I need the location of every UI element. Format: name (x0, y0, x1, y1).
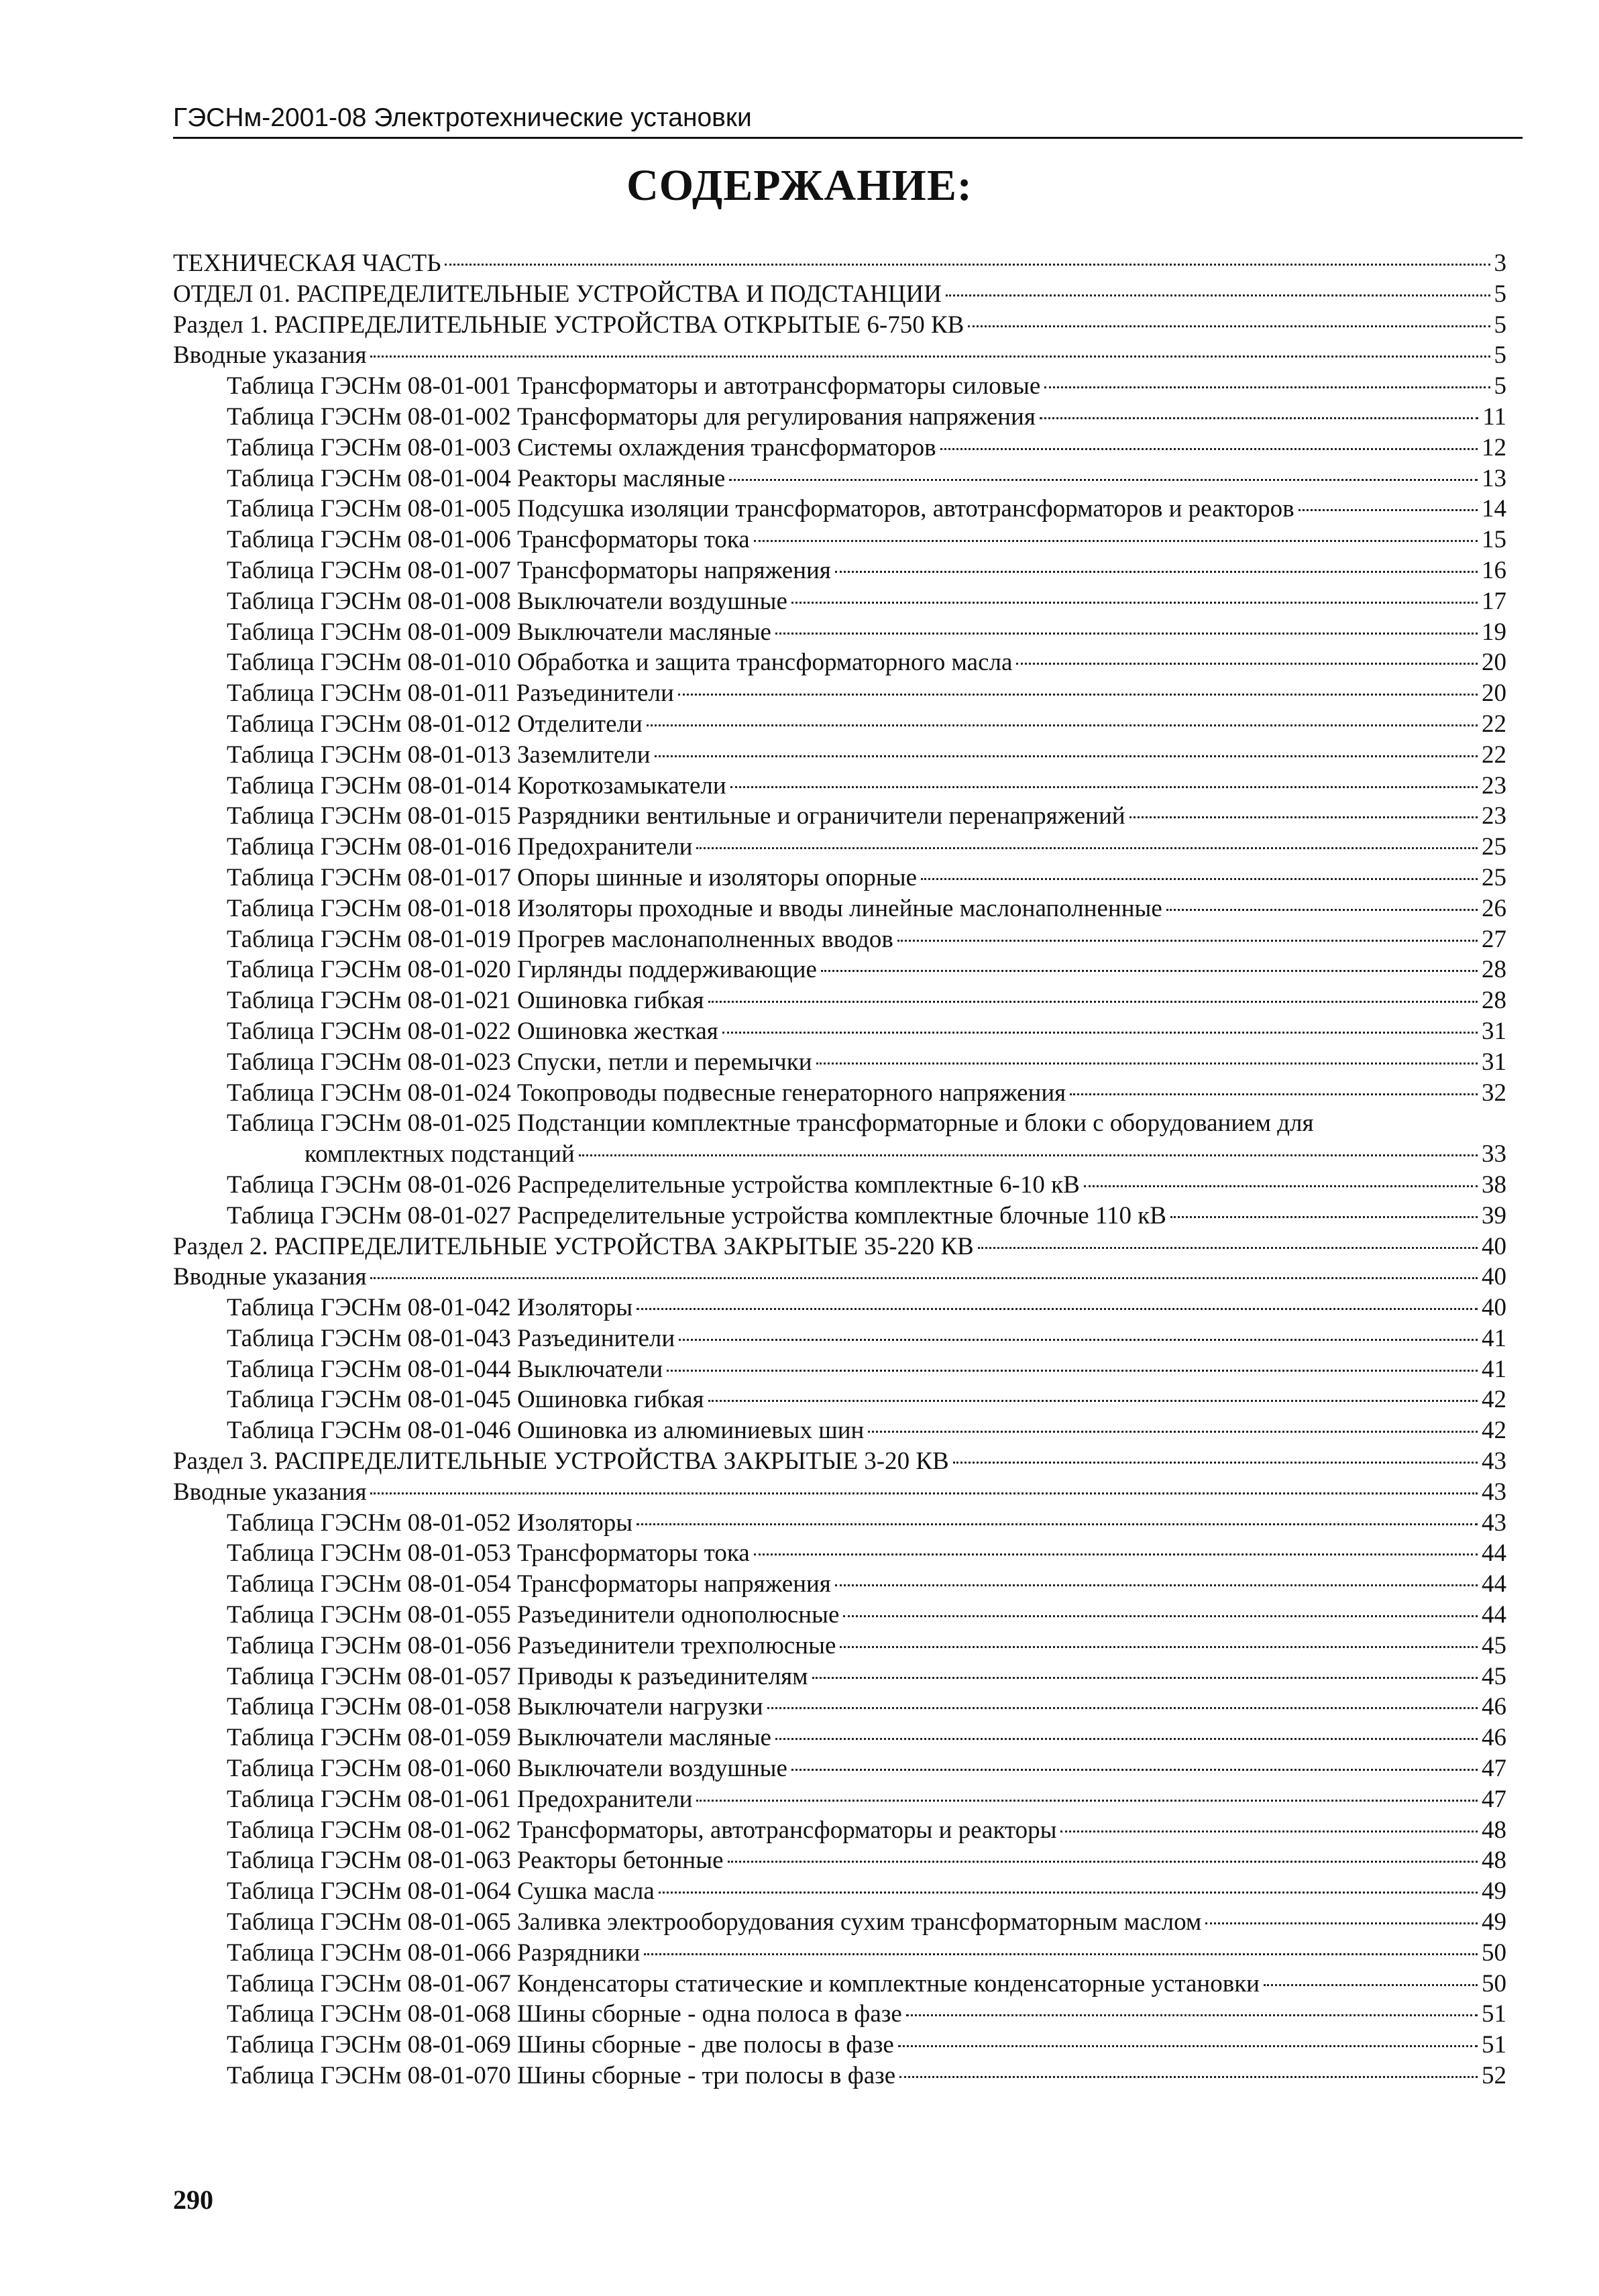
toc-entry (173, 1969, 1506, 2000)
toc-entry (173, 771, 1506, 802)
toc-entry (173, 832, 1506, 863)
toc-entry (173, 555, 1506, 586)
dot-leader (940, 448, 1478, 450)
toc-entry (173, 1999, 1506, 2030)
dot-leader (906, 2014, 1478, 2016)
toc-entry-label: ТЕХНИЧЕСКАЯ ЧАСТЬ (173, 250, 441, 277)
toc-entry-page: 50 (1482, 1969, 1506, 1998)
toc-entry (173, 893, 1506, 924)
dot-leader (647, 724, 1478, 726)
toc-entry-page: 5 (1494, 280, 1506, 308)
toc-entry-label: Таблица ГЭСНм 08-01-058 Выключатели нагрузки (227, 1693, 763, 1721)
toc-entry-page: 43 (1482, 1509, 1506, 1537)
toc-entry-label: Таблица ГЭСНм 08-01-022 Ошиновка жесткая (227, 1017, 718, 1045)
toc-entry-label: Таблица ГЭСНм 08-01-060 Выключатели воздушные (227, 1755, 787, 1783)
toc-entry-page: 33 (1482, 1140, 1506, 1168)
toc-entry-page: 45 (1482, 1662, 1506, 1690)
dot-leader (370, 1277, 1478, 1279)
toc-entry (173, 985, 1506, 1016)
toc-entry (173, 1262, 1506, 1293)
toc-entry (173, 1723, 1506, 1753)
dot-leader (722, 1032, 1478, 1034)
toc-entry-page: 31 (1482, 1017, 1506, 1045)
toc-entry-label: Таблица ГЭСНм 08-01-002 Трансформаторы для регулирования напряжения (227, 402, 1036, 431)
dot-leader (667, 1370, 1478, 1372)
dot-leader (708, 1400, 1478, 1402)
dot-leader (767, 1707, 1478, 1709)
toc-entry (173, 1323, 1506, 1354)
dot-leader (370, 356, 1490, 358)
dot-leader (678, 694, 1478, 696)
toc-entry (173, 1047, 1506, 1078)
toc-entry-page: 28 (1482, 987, 1506, 1015)
toc-entry-label: Таблица ГЭСНм 08-01-056 Разъединители трехполюсные (227, 1631, 836, 1659)
toc-entry (173, 678, 1506, 709)
toc-entry (173, 2030, 1506, 2061)
toc-entry-label: Таблица ГЭСНм 08-01-011 Разъединители (227, 679, 674, 708)
toc-entry-label: Таблица ГЭСНм 08-01-063 Реакторы бетонные (227, 1847, 724, 1875)
toc-entry-page: 49 (1482, 1908, 1506, 1936)
dot-leader (816, 1062, 1478, 1064)
dot-leader (655, 755, 1478, 757)
toc-entry-label: Таблица ГЭСНм 08-01-015 Разрядники вентильные и ограничители перенапряжений (227, 802, 1125, 830)
toc-entry-page: 5 (1494, 341, 1506, 370)
toc-entry-label: Таблица ГЭСНм 08-01-017 Опоры шинные и изоляторы опорные (227, 863, 917, 891)
dot-leader (791, 1769, 1478, 1771)
toc-entry-label: Таблица ГЭСНм 08-01-024 Токопроводы подвесные генераторного напряжения (227, 1079, 1066, 1107)
toc-entry-label: Раздел 3. РАСПРЕДЕЛИТЕЛЬНЫЕ УСТРОЙСТВА ЗАКРЫТЫЕ 3-20 КВ (173, 1447, 949, 1476)
toc-entry-label: Таблица ГЭСНм 08-01-064 Сушка масла (227, 1877, 655, 1906)
toc-entry-label: Таблица ГЭСНм 08-01-027 Распределительные устройства комплектные блочные 110 кВ (227, 1201, 1166, 1229)
toc-entry (173, 801, 1506, 832)
toc-entry-label: Таблица ГЭСНм 08-01-065 Заливка электрооборудования сухим трансформаторным маслом (227, 1908, 1202, 1936)
toc-entry (173, 1631, 1506, 1661)
dot-leader (370, 1492, 1478, 1494)
toc-entry-label: Таблица ГЭСНм 08-01-055 Разъединители однополюсные (227, 1601, 840, 1629)
toc-entry-page: 17 (1482, 587, 1506, 615)
toc-entry-page: 52 (1482, 2062, 1506, 2090)
dot-leader (775, 633, 1478, 635)
toc-entry-label: Таблица ГЭСНм 08-01-046 Ошиновка из алюминиевых шин (227, 1417, 865, 1445)
toc-entry (173, 1201, 1506, 1232)
dot-leader (1070, 1093, 1478, 1095)
toc-entry-label: Таблица ГЭСНм 08-01-019 Прогрев маслонаполненных вводов (227, 925, 893, 953)
page-title: СОДЕРЖАНИЕ: (626, 161, 973, 210)
toc-entry-page: 50 (1482, 1938, 1506, 1967)
toc-entry-page: 46 (1482, 1724, 1506, 1752)
toc-entry-page: 25 (1482, 833, 1506, 861)
dot-leader (897, 940, 1478, 942)
dot-leader (868, 1431, 1478, 1433)
toc-entry-page: 22 (1482, 710, 1506, 738)
toc-entry (173, 954, 1506, 985)
toc-entry (173, 709, 1506, 740)
toc-entry-label: Таблица ГЭСНм 08-01-070 Шины сборные - три полосы в фазе (227, 2062, 896, 2090)
dot-leader (445, 264, 1490, 266)
toc-entry-label: Таблица ГЭСНм 08-01-007 Трансформаторы напряжения (227, 556, 831, 584)
toc-entry-page: 11 (1482, 402, 1506, 431)
toc-entry (173, 1753, 1506, 1784)
toc-entry (173, 1078, 1506, 1109)
toc-entry-page: 31 (1482, 1048, 1506, 1076)
toc-entry-page: 41 (1482, 1324, 1506, 1352)
toc-entry-continuation (173, 1139, 1506, 1170)
toc-entry-label: Таблица ГЭСНм 08-01-057 Приводы к разъединителям (227, 1662, 808, 1690)
toc-entry-page: 43 (1482, 1478, 1506, 1506)
toc-entry (173, 248, 1506, 279)
toc-entry-page: 47 (1482, 1755, 1506, 1783)
toc-entry-page: 5 (1494, 372, 1506, 400)
dot-leader (1060, 1830, 1478, 1833)
toc-entry (173, 863, 1506, 893)
dot-leader (729, 479, 1478, 481)
toc-entry-page: 44 (1482, 1539, 1506, 1568)
toc-entry (173, 1415, 1506, 1446)
dot-leader (978, 1247, 1478, 1249)
toc-entry-label: Таблица ГЭСНм 08-01-066 Разрядники (227, 1938, 641, 1967)
toc-entry-label-continuation: комплектных подстанций (305, 1140, 575, 1168)
toc-entry (173, 1538, 1506, 1569)
dot-leader (679, 1339, 1478, 1341)
toc-entry-page: 39 (1482, 1201, 1506, 1229)
toc-entry (173, 1508, 1506, 1539)
toc-entry-page: 40 (1482, 1294, 1506, 1322)
toc-entry (173, 1384, 1506, 1415)
toc-entry-label: Таблица ГЭСНм 08-01-043 Разъединители (227, 1324, 675, 1352)
toc-entry-label: Таблица ГЭСНм 08-01-010 Обработка и защита трансформаторного масла (227, 649, 1013, 677)
toc-entry (173, 494, 1506, 525)
toc-entry-page: 19 (1482, 618, 1506, 646)
toc-entry-page: 20 (1482, 679, 1506, 708)
dot-leader (754, 1553, 1478, 1555)
dot-leader (696, 847, 1478, 849)
dot-leader (1129, 816, 1478, 818)
dot-leader (843, 1615, 1478, 1617)
toc-entry-label: Таблица ГЭСНм 08-01-004 Реакторы масляные (227, 464, 726, 492)
toc-entry-label: Таблица ГЭСНм 08-01-016 Предохранители (227, 833, 693, 861)
toc-entry-page: 43 (1482, 1447, 1506, 1476)
toc-entry-page: 3 (1494, 250, 1506, 277)
dot-leader (754, 540, 1478, 542)
toc-entry-label: ОТДЕЛ 01. РАСПРЕДЕЛИТЕЛЬНЫЕ УСТРОЙСТВА И ПОДСТАНЦИИ (173, 280, 942, 308)
toc-entry-page: 15 (1482, 526, 1506, 554)
toc-entry (173, 1354, 1506, 1385)
dot-leader (1299, 509, 1478, 511)
toc-entry-page: 51 (1482, 2031, 1506, 2059)
toc-entry (173, 1600, 1506, 1631)
toc-entry (173, 1845, 1506, 1876)
dot-leader (1205, 1922, 1478, 1924)
dot-leader (968, 325, 1490, 327)
toc-entry (173, 1815, 1506, 1846)
toc-entry-page: 40 (1482, 1232, 1506, 1260)
toc-entry-page: 41 (1482, 1355, 1506, 1383)
toc-entry (173, 279, 1506, 310)
toc-entry-page: 16 (1482, 556, 1506, 584)
dot-leader (899, 2076, 1478, 2078)
toc-entry-page: 27 (1482, 925, 1506, 953)
toc-entry-page: 38 (1482, 1170, 1506, 1199)
toc-entry-page: 26 (1482, 894, 1506, 922)
dot-leader (812, 1677, 1478, 1679)
toc-entry-label: Таблица ГЭСНм 08-01-044 Выключатели (227, 1355, 663, 1383)
toc-entry-label: Таблица ГЭСНм 08-01-042 Изоляторы (227, 1294, 633, 1322)
toc-entry-page: 48 (1482, 1816, 1506, 1844)
toc-entry-label: Таблица ГЭСНм 08-01-045 Ошиновка гибкая (227, 1386, 704, 1414)
toc-entry-page: 51 (1482, 2000, 1506, 2028)
toc-entry (173, 1170, 1506, 1201)
toc-entry-label: Раздел 1. РАСПРЕДЕЛИТЕЛЬНЫЕ УСТРОЙСТВА ОТКРЫТЫЕ 6-750 КВ (173, 311, 964, 339)
dot-leader (898, 2045, 1478, 2047)
dot-leader (1264, 1984, 1478, 1986)
dot-leader (1166, 909, 1478, 911)
toc-entry (173, 402, 1506, 433)
toc-entry (173, 740, 1506, 771)
toc-entry-label: Таблица ГЭСНм 08-01-020 Гирлянды поддерживающие (227, 956, 817, 984)
toc-entry-page: 42 (1482, 1417, 1506, 1445)
dot-leader (821, 970, 1478, 972)
toc-entry-label: Вводные указания (173, 1478, 367, 1506)
toc-entry-page: 46 (1482, 1693, 1506, 1721)
dot-leader (644, 1953, 1478, 1955)
toc-entry-page: 20 (1482, 649, 1506, 677)
dot-leader (637, 1308, 1478, 1310)
toc-entry (173, 525, 1506, 555)
toc-entry-label: Таблица ГЭСНм 08-01-001 Трансформаторы и автотрансформаторы силовые (227, 372, 1041, 400)
toc-entry-page: 13 (1482, 464, 1506, 492)
dot-leader (708, 1001, 1478, 1003)
dot-leader (1044, 386, 1490, 388)
dot-leader (953, 1462, 1478, 1464)
toc-entry-page: 42 (1482, 1386, 1506, 1414)
dot-leader (775, 1738, 1478, 1740)
toc-entry (173, 1016, 1506, 1047)
toc-entry-page: 44 (1482, 1570, 1506, 1598)
dot-leader (1170, 1216, 1478, 1218)
toc-entry-page: 23 (1482, 802, 1506, 830)
toc-entry-label: Таблица ГЭСНм 08-01-003 Системы охлаждения трансформаторов (227, 433, 936, 461)
toc-entry-label: Таблица ГЭСНм 08-01-023 Спуски, петли и перемычки (227, 1048, 812, 1076)
toc-entry-page: 22 (1482, 741, 1506, 769)
dot-leader (1084, 1185, 1478, 1187)
toc-entry-page: 47 (1482, 1785, 1506, 1813)
dot-leader (946, 294, 1490, 296)
toc-entry (173, 1108, 1506, 1139)
table-of-contents (173, 248, 1506, 2091)
toc-entry (173, 1293, 1506, 1323)
toc-entry (173, 1907, 1506, 1938)
dot-leader (728, 1861, 1478, 1863)
toc-entry-label: Таблица ГЭСНм 08-01-026 Распределительные устройства комплектные 6-10 кВ (227, 1170, 1080, 1199)
toc-entry-page: 14 (1482, 495, 1506, 523)
dot-leader (1040, 417, 1478, 419)
toc-entry-page: 44 (1482, 1601, 1506, 1629)
dot-leader (921, 878, 1478, 880)
toc-entry (173, 310, 1506, 341)
toc-entry-label: Раздел 2. РАСПРЕДЕЛИТЕЛЬНЫЕ УСТРОЙСТВА ЗАКРЫТЫЕ 35-220 КВ (173, 1232, 974, 1260)
dot-leader (791, 602, 1478, 604)
header-rule (173, 137, 1523, 139)
toc-entry (173, 647, 1506, 678)
toc-entry-label: Таблица ГЭСНм 08-01-006 Трансформаторы тока (227, 526, 750, 554)
toc-entry (173, 2061, 1506, 2091)
toc-entry-label: Таблица ГЭСНм 08-01-067 Конденсаторы статические и комплектные конденсаторные установки (227, 1969, 1260, 1998)
running-header: ГЭСНм-2001-08 Электротехнические установки (173, 103, 752, 132)
dot-leader (835, 571, 1478, 573)
dot-leader (637, 1523, 1478, 1525)
dot-leader (835, 1584, 1478, 1586)
toc-entry-page: 40 (1482, 1263, 1506, 1291)
toc-entry (173, 1661, 1506, 1692)
toc-entry-label: Вводные указания (173, 1263, 367, 1291)
toc-entry-page: 32 (1482, 1079, 1506, 1107)
toc-entry-label: Таблица ГЭСНм 08-01-053 Трансформаторы тока (227, 1539, 750, 1568)
toc-entry-label: Таблица ГЭСНм 08-01-059 Выключатели масляные (227, 1724, 771, 1752)
toc-entry-label: Таблица ГЭСНм 08-01-013 Заземлители (227, 741, 651, 769)
dot-leader (730, 786, 1478, 788)
dot-leader (840, 1646, 1478, 1648)
toc-entry-page: 5 (1494, 311, 1506, 339)
toc-entry (173, 1876, 1506, 1907)
toc-entry-label: Таблица ГЭСНм 08-01-018 Изоляторы проходные и вводы линейные маслонаполненные (227, 894, 1162, 922)
dot-leader (696, 1800, 1478, 1802)
toc-entry-label: Таблица ГЭСНм 08-01-068 Шины сборные - одна полоса в фазе (227, 2000, 902, 2028)
dot-leader (659, 1892, 1478, 1894)
toc-entry (173, 1938, 1506, 1969)
toc-entry-label: Таблица ГЭСНм 08-01-069 Шины сборные - две полосы в фазе (227, 2031, 894, 2059)
toc-entry (173, 1692, 1506, 1723)
toc-entry-label: Таблица ГЭСНм 08-01-012 Отделители (227, 710, 643, 738)
toc-entry-label: Таблица ГЭСНм 08-01-025 Подстанции комплектные трансформаторные и блоки с оборудованием для (227, 1109, 1314, 1138)
toc-entry-page: 28 (1482, 956, 1506, 984)
toc-entry-page: 12 (1482, 433, 1506, 461)
toc-entry (173, 924, 1506, 955)
toc-entry (173, 1477, 1506, 1508)
toc-entry-page: 48 (1482, 1847, 1506, 1875)
toc-entry (173, 1784, 1506, 1815)
page-number: 290 (173, 2185, 213, 2215)
toc-entry-label: Вводные указания (173, 341, 367, 370)
toc-entry-label: Таблица ГЭСНм 08-01-005 Подсушка изоляции трансформаторов, автотрансформаторов и реакторов (227, 495, 1294, 523)
toc-entry-page: 25 (1482, 863, 1506, 891)
toc-entry-label: Таблица ГЭСНм 08-01-052 Изоляторы (227, 1509, 633, 1537)
dot-leader (1016, 663, 1478, 665)
toc-entry-label: Таблица ГЭСНм 08-01-021 Ошиновка гибкая (227, 987, 704, 1015)
dot-leader (579, 1154, 1478, 1156)
toc-entry (173, 1446, 1506, 1477)
toc-entry-label: Таблица ГЭСНм 08-01-054 Трансформаторы напряжения (227, 1570, 831, 1598)
toc-entry (173, 586, 1506, 617)
toc-entry-page: 23 (1482, 771, 1506, 800)
toc-entry-label: Таблица ГЭСНм 08-01-061 Предохранители (227, 1785, 693, 1813)
toc-entry-page: 45 (1482, 1631, 1506, 1659)
toc-entry (173, 463, 1506, 494)
toc-entry-page: 49 (1482, 1877, 1506, 1906)
toc-entry (173, 1569, 1506, 1600)
toc-entry-label: Таблица ГЭСНм 08-01-062 Трансформаторы, автотрансформаторы и реакторы (227, 1816, 1057, 1844)
toc-entry (173, 1232, 1506, 1262)
toc-entry (173, 617, 1506, 648)
toc-entry (173, 371, 1506, 402)
toc-entry-label: Таблица ГЭСНм 08-01-008 Выключатели воздушные (227, 587, 787, 615)
toc-entry-label: Таблица ГЭСНм 08-01-014 Короткозамыкатели (227, 771, 726, 800)
toc-entry (173, 340, 1506, 371)
toc-entry-label: Таблица ГЭСНм 08-01-009 Выключатели масляные (227, 618, 771, 646)
toc-entry (173, 433, 1506, 463)
